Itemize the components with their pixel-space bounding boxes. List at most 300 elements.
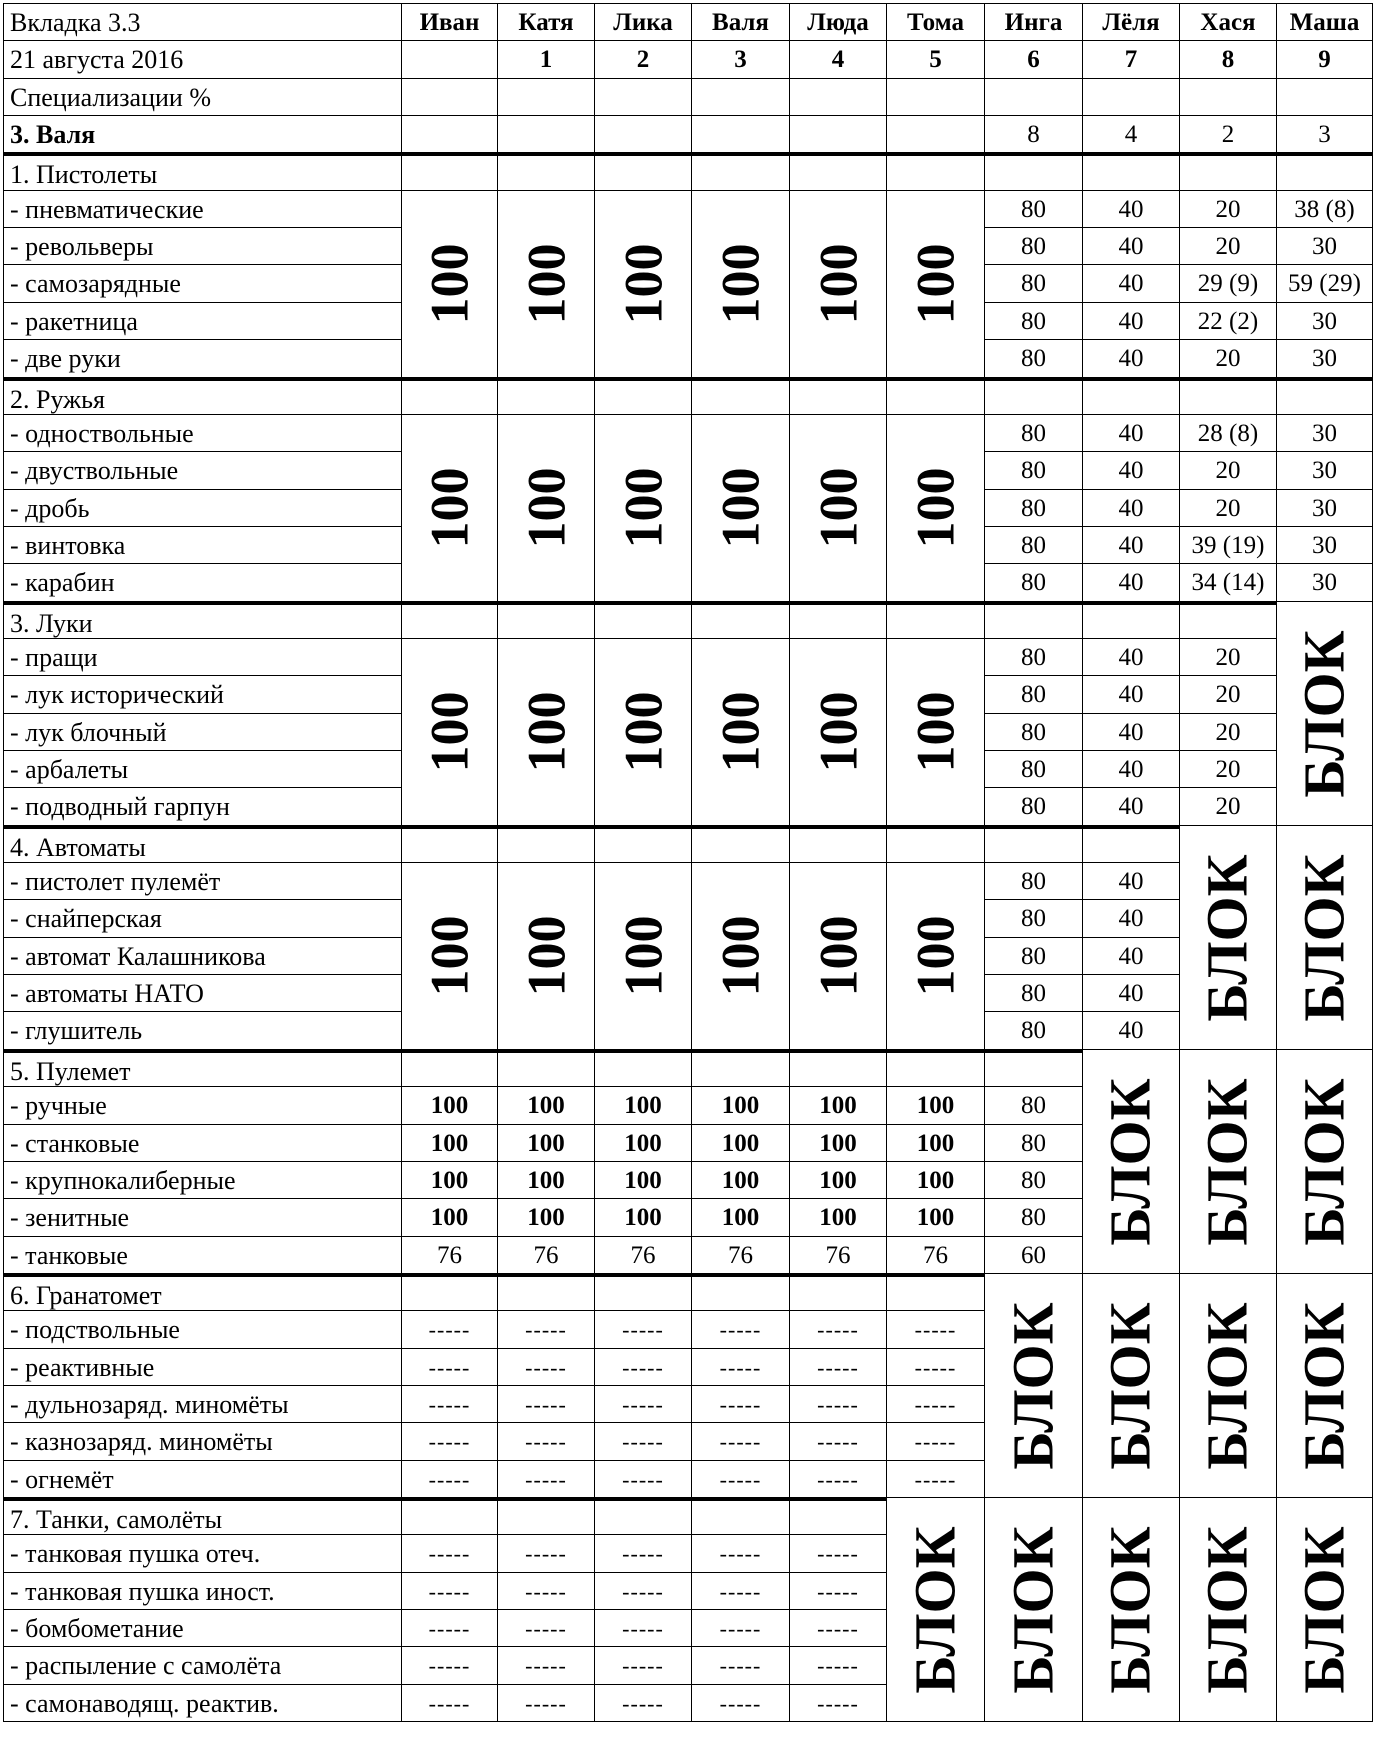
block-cell-text: БЛОК (1195, 853, 1261, 1022)
merged-100-cell (691, 862, 790, 1050)
block-cell-text: БЛОК (1291, 1525, 1357, 1694)
value-cell: 100 (497, 1124, 595, 1162)
row-label: - самонаводящ. реактив. (3, 1684, 402, 1722)
block-cell (1276, 1497, 1373, 1722)
dash-cell: ----- (594, 1460, 692, 1498)
value-cell: 40 (1082, 675, 1180, 714)
value-cell: 30 (1276, 451, 1373, 490)
value-cell: 80 (984, 1161, 1083, 1199)
value-cell: 40 (1082, 974, 1180, 1012)
value-cell: 39 (19) (1179, 526, 1277, 564)
row-label: - казнозаряд. миномёты (3, 1422, 402, 1461)
empty-cell (886, 78, 985, 116)
tab-title: Вкладка 3.3 (3, 3, 402, 41)
value-cell: 30 (1276, 563, 1373, 602)
merged-100-cell-text: 100 (808, 691, 868, 773)
value-cell: 100 (691, 1086, 790, 1125)
merged-100-cell-text: 100 (808, 243, 868, 325)
block-cell (1179, 1497, 1277, 1722)
column-number: 1 (497, 40, 595, 79)
dash-cell: ----- (401, 1460, 498, 1498)
empty-cell (401, 825, 498, 863)
value-cell: 100 (401, 1086, 498, 1125)
value-cell: 40 (1082, 526, 1180, 564)
empty-cell (594, 152, 692, 191)
value-cell: 100 (497, 1161, 595, 1199)
valya-row-label: 3. Валя (3, 115, 402, 153)
value-cell: 76 (789, 1236, 887, 1274)
column-name: Лёля (1082, 3, 1180, 41)
empty-cell (1082, 601, 1180, 639)
value-cell: 20 (1179, 638, 1277, 676)
value-cell: 80 (984, 563, 1083, 602)
value-cell: 30 (1276, 339, 1373, 378)
row-label: - пращи (3, 638, 402, 676)
dash-cell: ----- (401, 1572, 498, 1610)
merged-100-cell (789, 862, 887, 1050)
row-label: - самозарядные (3, 264, 402, 303)
valya-value: 8 (984, 115, 1083, 153)
value-cell: 80 (984, 264, 1083, 303)
dash-cell: ----- (497, 1609, 595, 1647)
value-cell: 80 (984, 414, 1083, 452)
value-cell: 100 (401, 1124, 498, 1162)
dash-cell: ----- (886, 1348, 985, 1386)
empty-cell (1179, 377, 1277, 415)
value-cell: 40 (1082, 190, 1180, 228)
empty-cell (984, 377, 1083, 415)
dash-cell: ----- (594, 1385, 692, 1423)
dash-cell: ----- (401, 1348, 498, 1386)
value-cell: 40 (1082, 638, 1180, 676)
value-cell: 30 (1276, 526, 1373, 564)
empty-cell (497, 152, 595, 191)
column-number: 6 (984, 40, 1083, 79)
empty-cell (691, 1497, 790, 1535)
dash-cell: ----- (691, 1385, 790, 1423)
merged-100-cell (594, 190, 692, 378)
block-cell (984, 1497, 1083, 1722)
row-label: - револьверы (3, 227, 402, 265)
empty-cell (594, 1049, 692, 1087)
row-label: - подствольные (3, 1310, 402, 1349)
empty-cell (789, 377, 887, 415)
row-label: - дробь (3, 489, 402, 527)
merged-100-cell-text: 100 (710, 243, 771, 325)
value-cell: 100 (789, 1124, 887, 1162)
value-cell: 100 (789, 1086, 887, 1125)
empty-cell (789, 152, 887, 191)
block-cell-text: БЛОК (1195, 1301, 1261, 1470)
value-cell: 100 (789, 1161, 887, 1199)
merged-100-cell (401, 862, 498, 1050)
value-cell: 100 (886, 1161, 985, 1199)
empty-cell (1179, 601, 1277, 639)
block-cell (1276, 1049, 1373, 1274)
value-cell: 100 (401, 1198, 498, 1237)
row-label: - одноствольные (3, 414, 402, 452)
empty-cell (1179, 78, 1277, 116)
dash-cell: ----- (789, 1310, 887, 1349)
value-cell: 80 (984, 339, 1083, 378)
dash-cell: ----- (497, 1348, 595, 1386)
merged-100-cell-text: 100 (516, 691, 576, 773)
value-cell: 80 (984, 190, 1083, 228)
section-title: 3. Луки (3, 601, 402, 639)
merged-100-cell (691, 414, 790, 602)
valya-value (594, 115, 692, 153)
valya-value (789, 115, 887, 153)
value-cell: 20 (1179, 339, 1277, 378)
empty-cell (401, 601, 498, 639)
empty-cell (984, 825, 1083, 863)
empty-cell (401, 1497, 498, 1535)
dash-cell: ----- (789, 1385, 887, 1423)
dash-cell: ----- (594, 1684, 692, 1722)
empty-cell (1082, 825, 1180, 863)
value-cell: 40 (1082, 302, 1180, 340)
empty-cell (497, 1049, 595, 1087)
value-cell: 40 (1082, 1011, 1180, 1050)
dash-cell: ----- (691, 1609, 790, 1647)
value-cell: 80 (984, 713, 1083, 751)
value-cell: 40 (1082, 264, 1180, 303)
valya-value (497, 115, 595, 153)
dash-cell: ----- (594, 1348, 692, 1386)
empty-cell (886, 152, 985, 191)
dash-cell: ----- (497, 1460, 595, 1498)
dash-cell: ----- (886, 1310, 985, 1349)
dash-cell: ----- (401, 1684, 498, 1722)
value-cell: 80 (984, 1011, 1083, 1050)
row-label: - реактивные (3, 1348, 402, 1386)
merged-100-cell-text: 100 (905, 243, 966, 325)
empty-cell (497, 1497, 595, 1535)
empty-cell (984, 78, 1083, 116)
block-cell (984, 1273, 1083, 1498)
row-label: - карабин (3, 563, 402, 602)
block-cell (1276, 1273, 1373, 1498)
value-cell: 38 (8) (1276, 190, 1373, 228)
block-cell (1276, 825, 1373, 1050)
merged-100-cell-text: 100 (710, 915, 771, 997)
dash-cell: ----- (401, 1385, 498, 1423)
dash-cell: ----- (789, 1609, 887, 1647)
value-cell: 76 (401, 1236, 498, 1274)
empty-cell (691, 152, 790, 191)
dash-cell: ----- (594, 1609, 692, 1647)
value-cell: 80 (984, 899, 1083, 938)
empty-cell (1082, 377, 1180, 415)
merged-100-cell (886, 862, 985, 1050)
empty-cell (401, 1049, 498, 1087)
value-cell: 80 (984, 302, 1083, 340)
value-cell: 100 (594, 1198, 692, 1237)
dash-cell: ----- (594, 1310, 692, 1349)
block-cell (1082, 1049, 1180, 1274)
merged-100-cell (497, 190, 595, 378)
value-cell: 80 (984, 1198, 1083, 1237)
value-cell: 40 (1082, 339, 1180, 378)
column-name: Маша (1276, 3, 1373, 41)
row-label: - автоматы НАТО (3, 974, 402, 1012)
block-cell-text: БЛОК (1098, 1525, 1164, 1694)
value-cell: 100 (594, 1086, 692, 1125)
empty-cell (594, 601, 692, 639)
value-cell: 40 (1082, 899, 1180, 938)
empty-cell (886, 1049, 985, 1087)
merged-100-cell-text: 100 (516, 915, 576, 997)
valya-value: 2 (1179, 115, 1277, 153)
value-cell: 100 (497, 1198, 595, 1237)
section-title: 1. Пистолеты (3, 152, 402, 191)
merged-100-cell (886, 638, 985, 826)
value-cell: 80 (984, 451, 1083, 490)
empty-cell (594, 1273, 692, 1311)
value-cell: 30 (1276, 227, 1373, 265)
value-cell: 20 (1179, 787, 1277, 826)
empty-cell (401, 78, 498, 116)
block-cell (1082, 1497, 1180, 1722)
dash-cell: ----- (789, 1460, 887, 1498)
block-cell-text: БЛОК (1291, 1077, 1357, 1246)
row-label: - снайперская (3, 899, 402, 938)
block-cell (1179, 1273, 1277, 1498)
dash-cell: ----- (691, 1534, 790, 1573)
row-label: - танковые (3, 1236, 402, 1274)
row-label: - ракетница (3, 302, 402, 340)
row-label: - две руки (3, 339, 402, 378)
value-cell: 40 (1082, 937, 1180, 975)
specializations-label: Специализации % (3, 78, 402, 116)
column-number: 3 (691, 40, 790, 79)
merged-100-cell-text: 100 (905, 915, 966, 997)
section-title: 2. Ружья (3, 377, 402, 415)
merged-100-cell-text: 100 (808, 467, 868, 549)
empty-cell (594, 377, 692, 415)
merged-100-cell (691, 190, 790, 378)
empty-cell (789, 1049, 887, 1087)
value-cell: 40 (1082, 862, 1180, 900)
row-label: - автомат Калашникова (3, 937, 402, 975)
value-cell: 80 (984, 862, 1083, 900)
merged-100-cell-text: 100 (905, 467, 966, 549)
empty-cell (497, 825, 595, 863)
value-cell: 80 (984, 974, 1083, 1012)
merged-100-cell (886, 190, 985, 378)
value-cell: 22 (2) (1179, 302, 1277, 340)
dash-cell: ----- (691, 1348, 790, 1386)
block-cell-text: БЛОК (902, 1525, 968, 1694)
value-cell: 100 (789, 1198, 887, 1237)
merged-100-cell-text: 100 (808, 915, 868, 997)
empty-cell (886, 377, 985, 415)
dash-cell: ----- (594, 1646, 692, 1685)
value-cell: 29 (9) (1179, 264, 1277, 303)
merged-100-cell (886, 414, 985, 602)
value-cell: 40 (1082, 489, 1180, 527)
value-cell: 60 (984, 1236, 1083, 1274)
empty-cell (691, 377, 790, 415)
value-cell: 40 (1082, 414, 1180, 452)
empty-cell (789, 1497, 887, 1535)
dash-cell: ----- (401, 1534, 498, 1573)
dash-cell: ----- (789, 1348, 887, 1386)
value-cell: 20 (1179, 675, 1277, 714)
dash-cell: ----- (497, 1422, 595, 1461)
dash-cell: ----- (886, 1460, 985, 1498)
block-cell-text: БЛОК (1098, 1077, 1164, 1246)
column-number: 8 (1179, 40, 1277, 79)
row-label: - распыление с самолёта (3, 1646, 402, 1685)
value-cell: 40 (1082, 563, 1180, 602)
value-cell: 80 (984, 787, 1083, 826)
merged-100-cell (789, 638, 887, 826)
empty-cell (497, 78, 595, 116)
merged-100-cell-text: 100 (613, 467, 673, 549)
dash-cell: ----- (497, 1310, 595, 1349)
dash-cell: ----- (401, 1422, 498, 1461)
value-cell: 40 (1082, 451, 1180, 490)
empty-cell (886, 1273, 985, 1311)
value-cell: 40 (1082, 787, 1180, 826)
value-cell: 76 (886, 1236, 985, 1274)
value-cell: 100 (497, 1086, 595, 1125)
merged-100-cell-text: 100 (905, 691, 966, 773)
value-cell: 28 (8) (1179, 414, 1277, 452)
dash-cell: ----- (789, 1572, 887, 1610)
column-name: Люда (789, 3, 887, 41)
merged-100-cell (594, 862, 692, 1050)
merged-100-cell-text: 100 (516, 467, 576, 549)
section-title: 5. Пулемет (3, 1049, 402, 1087)
dash-cell: ----- (401, 1310, 498, 1349)
column-number: 4 (789, 40, 887, 79)
column-name: Тома (886, 3, 985, 41)
empty-cell (497, 377, 595, 415)
value-cell: 40 (1082, 227, 1180, 265)
block-cell (886, 1497, 985, 1722)
row-label: - винтовка (3, 526, 402, 564)
value-cell: 30 (1276, 489, 1373, 527)
value-cell: 80 (984, 638, 1083, 676)
value-cell: 20 (1179, 713, 1277, 751)
row-label: - двуствольные (3, 451, 402, 490)
dash-cell: ----- (497, 1646, 595, 1685)
value-cell: 30 (1276, 302, 1373, 340)
block-cell (1082, 1273, 1180, 1498)
merged-100-cell (789, 190, 887, 378)
empty-cell (1082, 78, 1180, 116)
row-label: - зенитные (3, 1198, 402, 1237)
empty-cell (401, 1273, 498, 1311)
row-label: - арбалеты (3, 750, 402, 788)
block-cell-text: БЛОК (1098, 1301, 1164, 1470)
column-name: Катя (497, 3, 595, 41)
valya-value (691, 115, 790, 153)
block-cell-text: БЛОК (1000, 1525, 1066, 1694)
value-cell: 59 (29) (1276, 264, 1373, 303)
column-number: 2 (594, 40, 692, 79)
empty-cell (1276, 377, 1373, 415)
merged-100-cell (401, 190, 498, 378)
empty-cell (886, 601, 985, 639)
empty-cell (401, 377, 498, 415)
column-name: Лика (594, 3, 692, 41)
valya-value: 3 (1276, 115, 1373, 153)
column-name: Валя (691, 3, 790, 41)
merged-100-cell (594, 414, 692, 602)
value-cell: 80 (984, 937, 1083, 975)
column-number (401, 40, 498, 79)
value-cell: 80 (984, 489, 1083, 527)
value-cell: 20 (1179, 451, 1277, 490)
value-cell: 100 (691, 1161, 790, 1199)
section-title: 6. Гранатомет (3, 1273, 402, 1311)
merged-100-cell (497, 862, 595, 1050)
empty-cell (789, 78, 887, 116)
empty-cell (497, 601, 595, 639)
empty-cell (1179, 152, 1277, 191)
value-cell: 100 (594, 1161, 692, 1199)
row-label: - подводный гарпун (3, 787, 402, 826)
dash-cell: ----- (401, 1646, 498, 1685)
value-cell: 76 (497, 1236, 595, 1274)
block-cell-text: БЛОК (1195, 1525, 1261, 1694)
dash-cell: ----- (789, 1422, 887, 1461)
merged-100-cell (594, 638, 692, 826)
row-label: - огнемёт (3, 1460, 402, 1498)
empty-cell (691, 1273, 790, 1311)
column-name: Инга (984, 3, 1083, 41)
block-cell (1179, 825, 1277, 1050)
dash-cell: ----- (789, 1684, 887, 1722)
column-name: Иван (401, 3, 498, 41)
value-cell: 100 (886, 1198, 985, 1237)
dash-cell: ----- (886, 1422, 985, 1461)
row-label: - лук исторический (3, 675, 402, 714)
value-cell: 80 (984, 750, 1083, 788)
merged-100-cell-text: 100 (613, 915, 673, 997)
value-cell: 40 (1082, 713, 1180, 751)
value-cell: 76 (691, 1236, 790, 1274)
value-cell: 100 (886, 1124, 985, 1162)
merged-100-cell-text: 100 (613, 243, 673, 325)
empty-cell (401, 152, 498, 191)
value-cell: 100 (594, 1124, 692, 1162)
block-cell-text: БЛОК (1195, 1077, 1261, 1246)
value-cell: 100 (886, 1086, 985, 1125)
block-cell (1179, 1049, 1277, 1274)
empty-cell (691, 601, 790, 639)
section-title: 4. Автоматы (3, 825, 402, 863)
value-cell: 100 (691, 1124, 790, 1162)
dash-cell: ----- (594, 1572, 692, 1610)
empty-cell (1082, 152, 1180, 191)
row-label: - дульнозаряд. миномёты (3, 1385, 402, 1423)
merged-100-cell-text: 100 (516, 243, 576, 325)
value-cell: 20 (1179, 227, 1277, 265)
empty-cell (691, 78, 790, 116)
empty-cell (789, 601, 887, 639)
empty-cell (984, 1049, 1083, 1087)
merged-100-cell (497, 414, 595, 602)
dash-cell: ----- (401, 1609, 498, 1647)
merged-100-cell-text: 100 (710, 467, 771, 549)
dash-cell: ----- (691, 1684, 790, 1722)
row-label: - глушитель (3, 1011, 402, 1050)
merged-100-cell (401, 638, 498, 826)
